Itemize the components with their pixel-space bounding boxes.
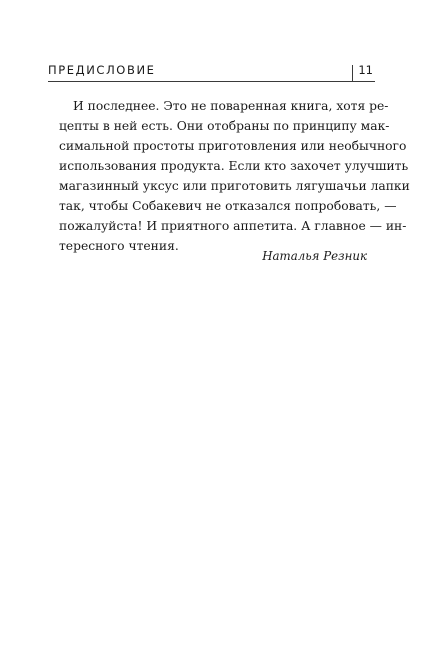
section-title: ПРЕДИСЛОВИЕ — [48, 63, 156, 77]
paragraph-line: И последнее. Это не поваренная книга, хотя ре- — [73, 99, 389, 113]
paragraph-line-last: тересного чтения. — [59, 239, 179, 253]
running-head — [48, 62, 375, 78]
paragraph-line: цепты в ней есть. Они отобраны по принципу мак- — [59, 119, 390, 133]
header-rule — [48, 81, 375, 82]
body-paragraph — [59, 96, 410, 256]
paragraph-line: пожалуйста! И приятного аппетита. А главное — ин- — [59, 219, 407, 233]
author-signature: Наталья Резник — [262, 249, 367, 263]
page-number: 11 — [358, 63, 373, 77]
paragraph-line: так, чтобы Собакевич не отказался попробовать, — — [59, 199, 397, 213]
paragraph-line: симальной простоты приготовления или необычного — [59, 139, 407, 153]
paragraph-line: использования продукта. Если кто захочет улучшить — [59, 159, 409, 173]
paragraph-line: магазинный уксус или приготовить лягушачьи лапки — [59, 179, 410, 193]
header-divider-tick — [352, 65, 353, 82]
